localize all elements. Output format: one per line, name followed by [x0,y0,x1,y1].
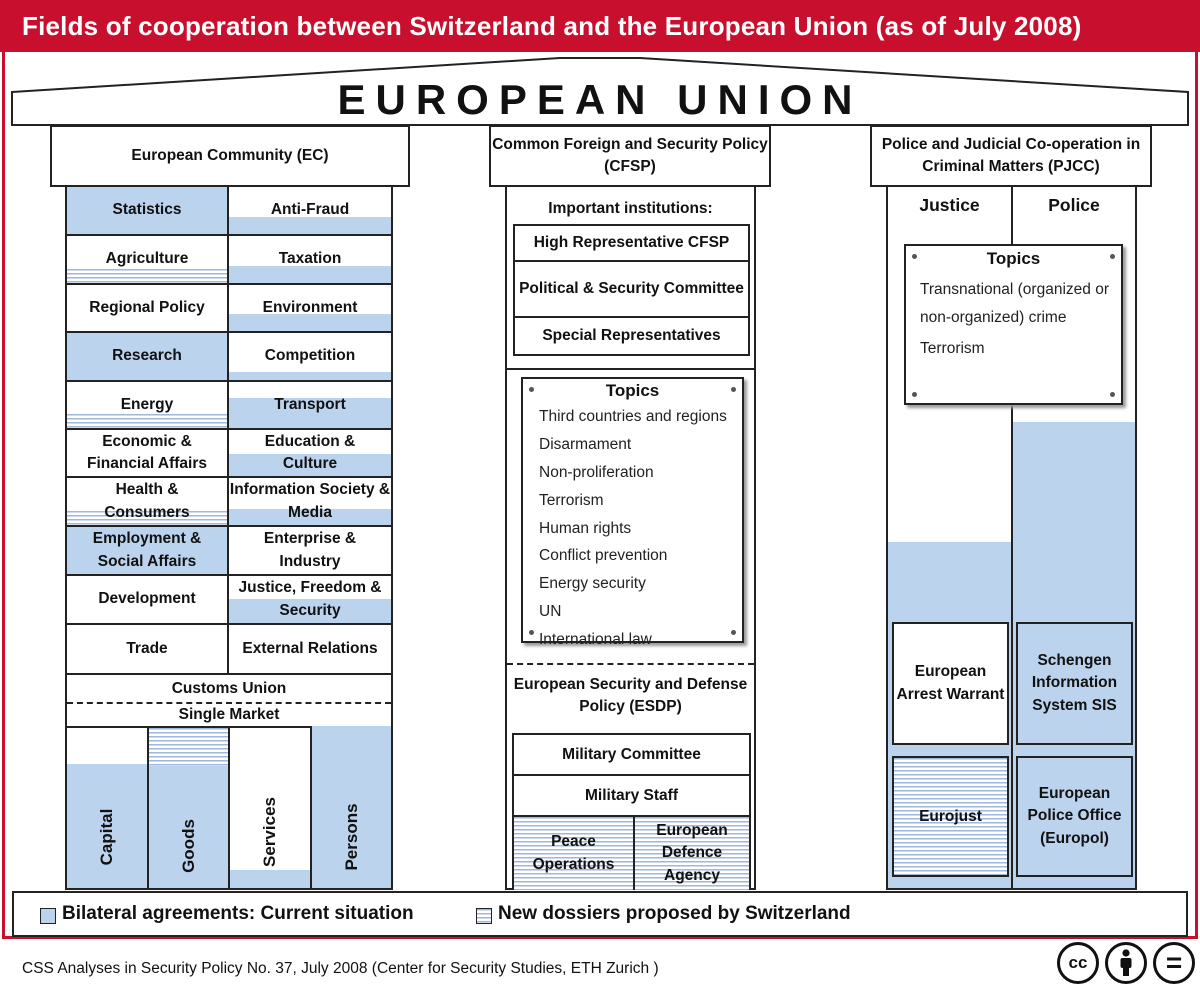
pjcc-topics-box [904,244,1123,405]
cfsp-topic-item: Third countries and regions [539,408,727,425]
military-staff: Military Staff [514,776,749,817]
cfsp-topic-item: Disarmament [539,435,632,453]
customs-union: Customs Union [171,680,287,697]
political-security-committee: Political & Security Committee [515,262,748,318]
legend-new-dossiers-label: New dossiers proposed by Switzerland [498,903,851,924]
attribution-icon [1105,942,1147,984]
legend-bilateral-label: Bilateral agreements: Current situation [62,903,414,924]
freedom-label: Persons [341,802,361,871]
ec-field-left-2: Regional Policy [67,285,229,333]
freedom-capital [67,728,149,888]
police-label: Police [1048,194,1100,215]
freedom-goods [149,728,230,888]
ec-field-right-5: Education & Culture [229,430,391,478]
pjcc-pillar [886,187,1137,890]
ec-field-right-3: Competition [229,333,391,382]
ec-field-right-1: Taxation [229,236,391,285]
esdp-box [512,733,751,890]
cfsp-pillar [505,187,756,890]
cfsp-topic-item: Human rights [539,519,632,537]
esdp-title: European Security and Defense Policy (ESDP) [513,675,748,715]
europol: European Police Office (Europol) [1016,756,1133,877]
cfsp-topics-list [539,403,739,654]
schengen-sis: Schengen Information System SIS [1016,622,1133,745]
justice-label: Justice [919,194,980,215]
pjcc-topics-label: Topics [986,249,1041,268]
ec-field-left-0: Statistics [67,187,229,236]
cfsp-topic-item: Non-proliferation [539,463,654,481]
legend [12,891,1188,937]
dashed-divider [507,663,754,665]
page-title: Fields of cooperation between Switzerland and the European Union (as of July 2008) [0,0,1200,52]
ec-field-left-8: Development [67,576,229,625]
peace-operations: Peace Operations [514,817,635,890]
special-representatives: Special Representatives [542,327,721,344]
freedom-label: Goods [178,818,198,873]
divider [507,368,754,370]
cfsp-topic-item: UN [539,603,562,621]
institutions-label: Important institutions: [548,200,713,217]
legend-bilateral-swatch [40,908,56,924]
high-representative: High Representative CFSP [515,226,748,262]
ec-field-right-9: External Relations [229,625,391,675]
legend-new-dossiers-swatch [476,908,492,924]
cfsp-topic-item: Energy security [539,575,646,593]
freedom-label: Capital [97,808,116,865]
ec-field-left-5: Economic & Financial Affairs [67,430,229,478]
cfsp-topic-item: International law [539,631,652,649]
freedom-persons [312,728,391,888]
no-derivatives-icon: = [1153,942,1195,984]
ec-field-left-9: Trade [67,625,229,675]
eu-title: EUROPEAN UNION [337,76,863,123]
cfsp-topics-box [521,377,744,649]
cfsp-topics-label: Topics [605,381,660,400]
ec-field-right-0: Anti-Fraud [229,187,391,236]
source-text: CSS Analyses in Security Policy No. 37, July 2008 (Center for Security Studies, ETH Zurich ) [22,960,659,977]
ec-pillar [65,187,393,890]
ec-field-right-7: Enterprise & Industry [229,527,391,576]
ec-field-left-4: Energy [67,382,229,430]
pjcc-topic-terrorism: Terrorism [920,340,985,357]
ec-field-right-2: Environment [229,285,391,333]
single-market: Single Market [67,704,391,728]
ec-field-right-8: Justice, Freedom & Security [229,576,391,625]
institutions-box [513,224,750,356]
military-committee: Military Committee [514,735,749,776]
freedom-services [230,728,312,888]
ec-field-left-1: Agriculture [67,236,229,285]
ec-header: European Community (EC) [50,125,410,187]
eurojust: Eurojust [892,756,1009,877]
pjcc-header: Police and Judicial Co-operation in Criminal Matters (PJCC) [870,125,1152,187]
cfsp-topic-item: Conflict prevention [539,547,668,565]
ec-field-left-7: Employment & Social Affairs [67,527,229,576]
ec-field-left-3: Research [67,333,229,382]
ec-field-right-4: Transport [229,382,391,430]
pjcc-topic-crime: Transnational (organized or non-organized) crime [920,281,1109,326]
ec-field-left-6: Health & Consumers [67,478,229,527]
freedom-label: Services [260,797,279,867]
ec-field-right-6: Information Society & Media [229,478,391,527]
cfsp-header: Common Foreign and Security Policy (CFSP) [489,125,771,187]
european-arrest-warrant: European Arrest Warrant [892,622,1009,745]
cc-icon: cc [1057,942,1099,984]
european-defence-agency: European Defence Agency [635,817,749,890]
cfsp-topic-item: Terrorism [539,491,604,509]
